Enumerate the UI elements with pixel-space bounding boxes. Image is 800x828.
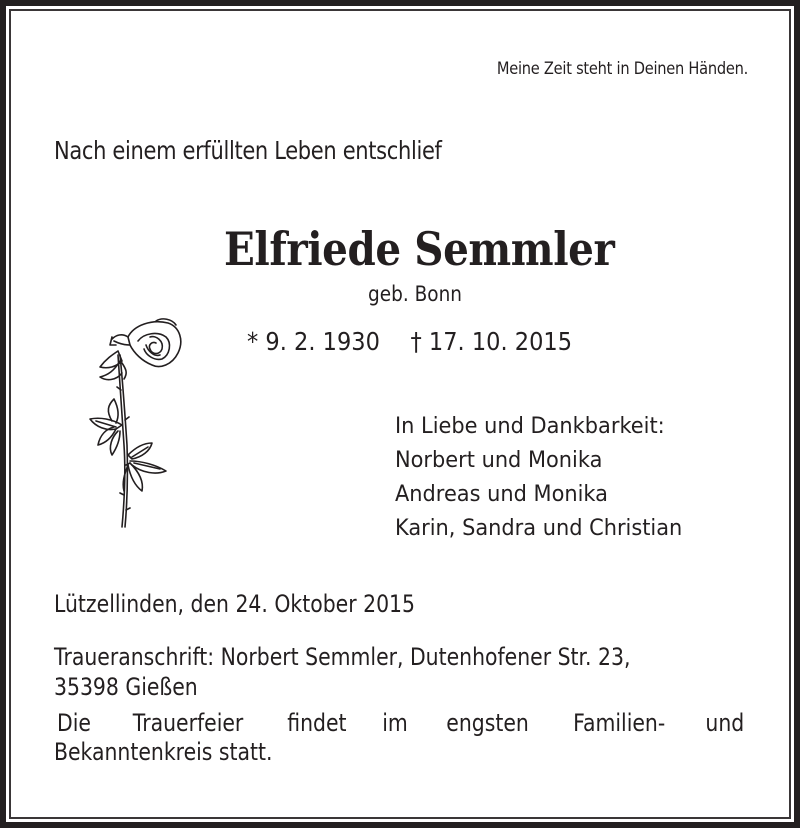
- mourner-line: Karin, Sandra und Christian: [395, 516, 683, 541]
- mourning-address: [54, 642, 630, 702]
- ceremony-word: Familien-: [573, 709, 666, 737]
- life-dates: [247, 327, 572, 356]
- ceremony-word: Die: [56, 709, 91, 737]
- funeral-ceremony-note: [54, 709, 748, 767]
- address-line-1: Traueranschrift: Norbert Semmler, Dutenhofener Str. 23,: [54, 643, 631, 671]
- deceased-name: Elfriede Semmler: [224, 222, 615, 276]
- rose-drawing-icon: [72, 315, 182, 535]
- mourner-line: Andreas und Monika: [395, 482, 608, 507]
- ceremony-word: Trauerfeier: [132, 709, 244, 737]
- intro-text: Nach einem erfüllten Leben entschlief: [54, 136, 442, 165]
- ceremony-word: engsten: [446, 709, 529, 737]
- place-and-date: Lützellinden, den 24. Oktober 2015: [54, 590, 416, 618]
- address-line-2: 35398 Gießen: [54, 673, 198, 701]
- mourners-heading: In Liebe und Dankbarkeit:: [395, 414, 665, 439]
- mourner-line: Norbert und Monika: [395, 448, 603, 473]
- ceremony-word: und: [705, 709, 745, 737]
- ceremony-word: findet: [286, 709, 347, 737]
- death-date: 17. 10. 2015: [428, 327, 573, 356]
- maiden-name: geb. Bonn: [368, 282, 462, 306]
- ceremony-word: im: [382, 709, 409, 737]
- death-cross-icon: †: [410, 327, 422, 356]
- ceremony-line-1: [54, 709, 748, 738]
- birth-star-icon: *: [247, 327, 259, 356]
- motto-verse: Meine Zeit steht in Deinen Händen.: [496, 59, 748, 79]
- birth-date: 9. 2. 1930: [265, 327, 380, 356]
- ceremony-line-2: Bekanntenkreis statt.: [54, 738, 273, 766]
- mourners-block: [395, 410, 682, 546]
